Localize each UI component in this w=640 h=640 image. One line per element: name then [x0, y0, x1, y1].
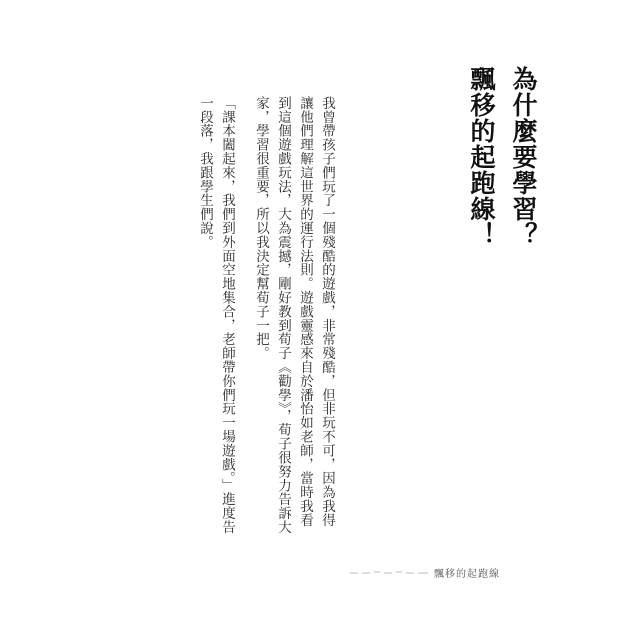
- running-title: 飄移的起跑線: [434, 569, 500, 580]
- chapter-title-line-1: 為什麼要學習？: [509, 66, 538, 248]
- body-text: [160, 96, 338, 536]
- footer-dash-ornament: [350, 571, 428, 575]
- chapter-title-line-2: 飄移的起跑線！: [467, 66, 496, 248]
- paragraph-2: 「課本闔起來，我們到外面空地集合，老師帶你們玩一場遊戲。」進度告一段落，我跟學生們說。: [197, 96, 235, 535]
- paragraph-1: 我曾帶孩子們玩了一個殘酷的遊戲，非常殘酷，但非玩不可，因為我得讓他們理解這世界的運行法則。遊戲靈感來自於潘怡如老師，當時我看到這個遊戲玩法，大為震撼，剛好教到荀子《勸學》，荀子很努力告訴大家，學習很重要，所以我決定幫荀子一把。: [253, 96, 335, 535]
- page-footer: [350, 565, 500, 580]
- chapter-title: [444, 66, 544, 366]
